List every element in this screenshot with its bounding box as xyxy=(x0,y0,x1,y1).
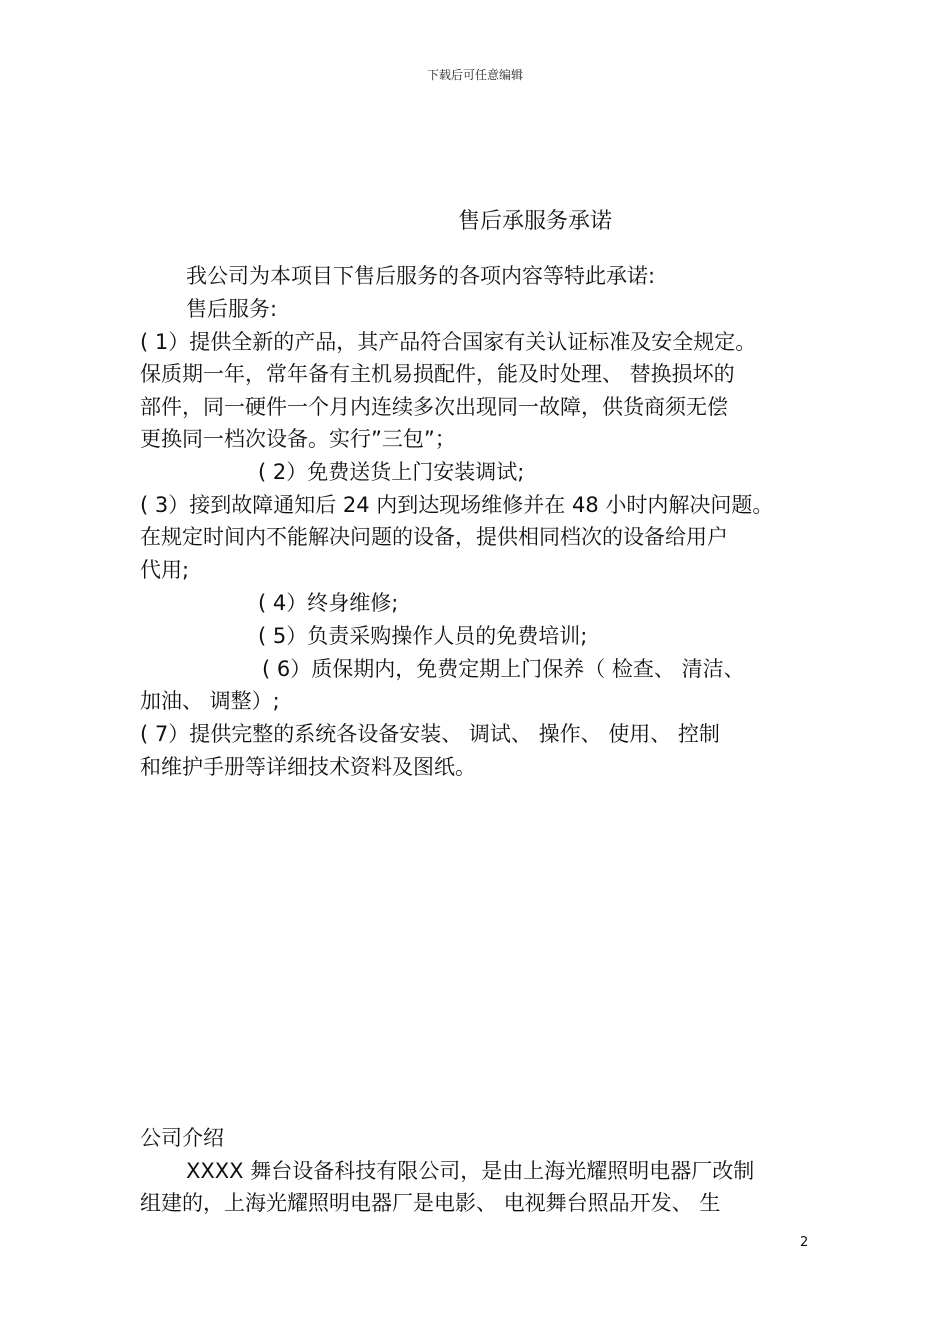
document-title: 售后承服务承诺 xyxy=(457,209,612,234)
item-1-line-2: 保质期一年，常年备有主机易损配件，能及时处理、 替换损坏的 xyxy=(140,362,735,386)
after-sales-heading: 售后服务: xyxy=(186,297,278,321)
item-4: ( 4）终身维修; xyxy=(258,591,399,615)
company-intro-line-2: 组建的，上海光耀照明电器厂是电影、 电视舞台照品开发、 生 xyxy=(140,1191,721,1215)
item-5: ( 5）负责采购操作人员的免费培训; xyxy=(258,624,588,648)
item-7-line-1: ( 7）提供完整的系统各设备安装、 调试、 操作、 使用、 控制 xyxy=(140,722,720,746)
company-intro-heading: 公司介绍 xyxy=(140,1126,224,1150)
item-6-line-1: ( 6）质保期内，免费定期上门保养（ 检查、 清洁、 xyxy=(262,657,745,681)
item-1-line-1: ( 1）提供全新的产品，其产品符合国家有关认证标准及安全规定。 xyxy=(140,330,757,354)
item-1-line-4: 更换同一档次设备。实行”三包”； xyxy=(140,427,456,451)
item-3-line-1: ( 3）接到故障通知后 24 内到达现场维修并在 48 小时内解决问题。 xyxy=(140,493,774,517)
item-3-line-2: 在规定时间内不能解决问题的设备，提供相同档次的设备给用户 xyxy=(140,525,728,549)
item-7-line-2: 和维护手册等详细技术资料及图纸。 xyxy=(140,755,476,779)
company-intro-line-1: XXXX 舞台设备科技有限公司，是由上海光耀照明电器厂改制 xyxy=(186,1159,755,1183)
item-6-line-2: 加油、 调整）; xyxy=(140,689,280,713)
header-note: 下载后可任意编辑 xyxy=(426,68,523,82)
item-1-line-3: 部件，同一硬件一个月内连续多次出现同一故障，供货商须无偿 xyxy=(140,395,728,419)
item-2: ( 2）免费送货上门安装调试; xyxy=(258,460,525,484)
page-number: 2 xyxy=(800,1235,809,1250)
item-3-line-3: 代用; xyxy=(140,558,190,582)
commitment-intro: 我公司为本项目下售后服务的各项内容等特此承诺: xyxy=(186,264,656,288)
